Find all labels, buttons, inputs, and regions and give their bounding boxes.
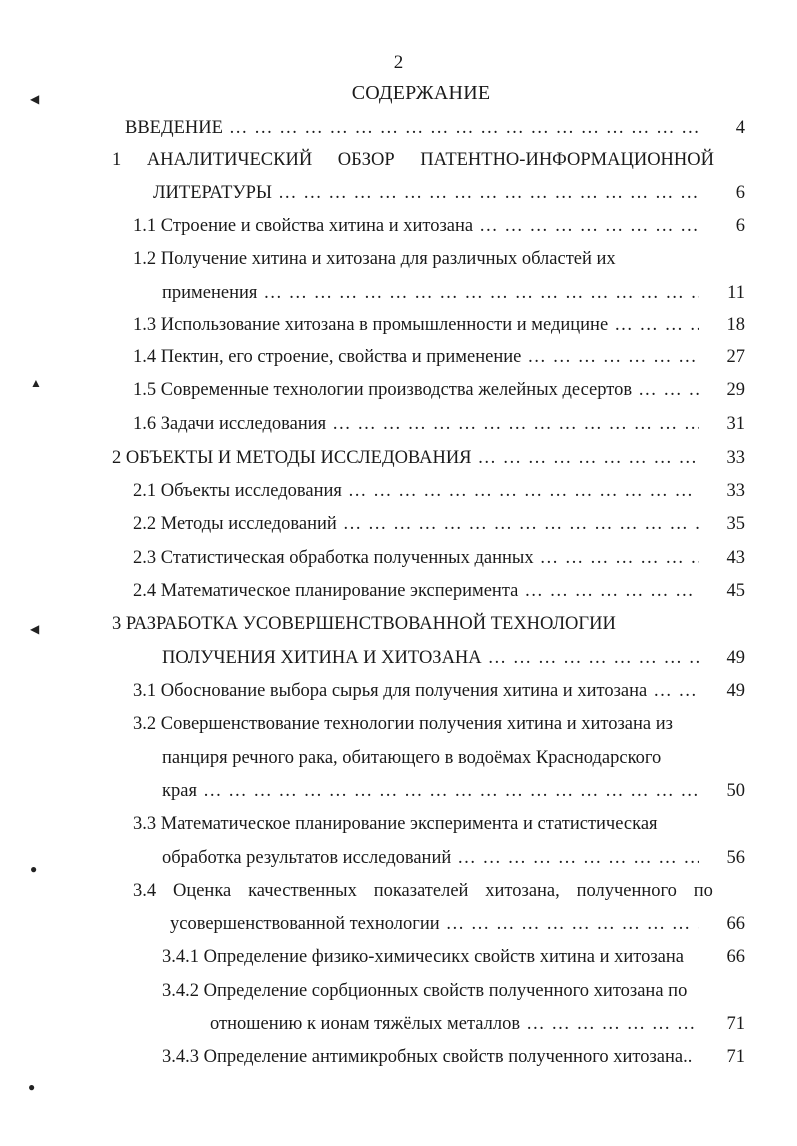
toc-entry-text: 2.2 Методы исследований [133,514,337,534]
toc-entry-1-3 [133,312,745,338]
toc-word: АНАЛИТИЧЕСКИЙ [146,150,313,170]
toc-entry-ch3 [162,645,745,671]
toc-entry-text: 1.3 Использование хитозана в промышленности и медицине [133,315,609,335]
toc-entry-text: края [162,781,197,801]
toc-entry-text: 2.3 Статистическая обработка полученных данных [133,548,534,568]
toc-entry-2-3 [133,545,745,571]
toc-page-number: 4 [735,118,745,138]
dot-leader [278,180,699,206]
toc-entry-text: 3.4.3 Определение антимикробных свойств полученного хитозана.. [162,1047,693,1067]
toc-entry-3-4-2 [210,1011,745,1037]
dot-leader [524,578,699,604]
toc-entry-text: 1.5 Современные технологии производства желейных десертов [133,380,633,400]
toc-entry-text: ВВЕДЕНИЕ [125,118,223,138]
toc-entry-text: ПОЛУЧЕНИЯ ХИТИНА И ХИТОЗАНА [162,648,482,668]
dot-leader [527,344,699,370]
toc-word: полученного [576,881,677,901]
dot-leader [488,645,699,671]
toc-entry-2-4 [133,578,745,604]
toc-page-number: 29 [726,380,745,400]
dot-leader [457,845,699,871]
toc-entry-3-4-2-line1: 3.4.2 Определение сорбционных свойств полученного хитозана по [162,981,688,1001]
page-number: 2 [393,52,404,73]
toc-entry-text: 2.1 Объекты исследования [133,481,342,501]
toc-entry-text: усовершенствованной технологии [170,914,440,934]
dot-leader [263,280,699,306]
toc-entry-3-4-3 [162,1044,745,1070]
toc-page-number: 33 [726,481,745,501]
toc-page-number: 66 [726,914,745,934]
toc-page-number: 49 [726,648,745,668]
toc-page-number: 27 [726,347,745,367]
dot-leader [478,445,699,471]
toc-entry-text: 2 ОБЪЕКТЫ И МЕТОДЫ ИССЛЕДОВАНИЯ [112,448,472,468]
toc-entry-1-2-line1: 1.2 Получение хитина и хитозана для различных областей их [133,249,616,269]
toc-entry-3-4-line1 [133,878,713,904]
toc-entry-text: ЛИТЕРАТУРЫ [153,183,272,203]
page-title: СОДЕРЖАНИЕ [351,82,491,104]
toc-word: 3.4 [133,881,157,901]
dot-leader [526,1011,699,1037]
toc-entry-3-2-line2: панциря речного рака, обитающего в водоёмах Краснодарского [162,748,662,768]
toc-page-number: 66 [726,947,745,967]
dot-leader [446,911,699,937]
toc-entry-intro [125,115,745,141]
scan-mark: ● [28,1080,36,1094]
toc-entry-3-1 [133,678,745,704]
toc-page-number: 33 [726,448,745,468]
toc-entry-3-3 [162,845,745,871]
toc-page-number: 6 [735,183,745,203]
toc-word: качественных [248,881,357,901]
toc-entry-text: 2.4 Математическое планирование эксперимента [133,581,519,601]
toc-entry-3-3-line1: 3.3 Математическое планирование эксперимента и статистическая [133,814,658,834]
toc-entry-ch1 [153,180,745,206]
toc-page-number: 18 [726,315,745,335]
scan-mark: ◀ [30,92,40,106]
toc-entry-text: 1.1 Строение и свойства хитина и хитозана [133,216,474,236]
toc-page-number: 71 [726,1047,745,1067]
dot-leader [343,511,699,537]
toc-entry-ch3-line1: 3 РАЗРАБОТКА УСОВЕРШЕНСТВОВАННОЙ ТЕХНОЛОГИИ [112,614,616,634]
toc-entry-text: применения [162,283,258,303]
toc-page-number: 56 [726,848,745,868]
toc-entry-text: отношению к ионам тяжёлых металлов [210,1014,521,1034]
toc-word: ПАТЕНТНО-ИНФОРМАЦИОННОЙ [420,150,714,170]
scan-mark: ◀ [30,622,40,636]
toc-page-number: 11 [727,283,745,303]
dot-leader [653,678,699,704]
toc-entry-3-2 [162,778,745,804]
dot-leader [203,778,699,804]
scan-mark: ● [30,862,38,876]
toc-word: Оценка [172,881,232,901]
toc-entry-1-5 [133,377,745,403]
toc-word: показателей [373,881,469,901]
toc-entry-text: 1.6 Задачи исследования [133,414,327,434]
toc-entry-1-4 [133,344,745,370]
toc-page-number: 31 [726,414,745,434]
toc-entry-3-2-line1: 3.2 Совершенствование технологии получения хитина и хитозана из [133,714,673,734]
toc-page-number: 71 [726,1014,745,1034]
chapter-number: 1 [112,150,122,170]
toc-entry-text: обработка результатов исследований [162,848,452,868]
toc-page-number: 35 [726,514,745,534]
dot-leader [332,411,699,437]
dot-leader [479,213,699,239]
scan-mark: ▲ [30,376,42,390]
toc-word: ОБЗОР [337,150,395,170]
toc-entry-1-6 [133,411,745,437]
toc-entry-text: 3.1 Обоснование выбора сырья для получения хитина и хитозана [133,681,648,701]
toc-page-number: 50 [726,781,745,801]
dot-leader [638,377,699,403]
toc-entry-ch1-line1 [112,147,714,173]
dot-leader [229,115,699,141]
toc-page-number: 45 [726,581,745,601]
toc-entry-1-2 [162,280,745,306]
toc-word: по [693,881,713,901]
toc-entry-2-1 [133,478,745,504]
toc-entry-2-2 [133,511,745,537]
toc-entry-3-4 [170,911,745,937]
dot-leader [614,312,699,338]
toc-entry-ch2 [112,445,745,471]
dot-leader [348,478,699,504]
toc-page-number: 6 [735,216,745,236]
toc-entry-text: 3.4.1 Определение физико-химичесикх свойств хитина и хитозана [162,947,684,967]
toc-entry-1-1 [133,213,745,239]
toc-entry-3-4-1 [162,944,745,970]
toc-word: хитозана, [485,881,560,901]
toc-page-number: 43 [726,548,745,568]
toc-page-number: 49 [726,681,745,701]
toc-entry-text: 1.4 Пектин, его строение, свойства и применение [133,347,522,367]
dot-leader [540,545,699,571]
